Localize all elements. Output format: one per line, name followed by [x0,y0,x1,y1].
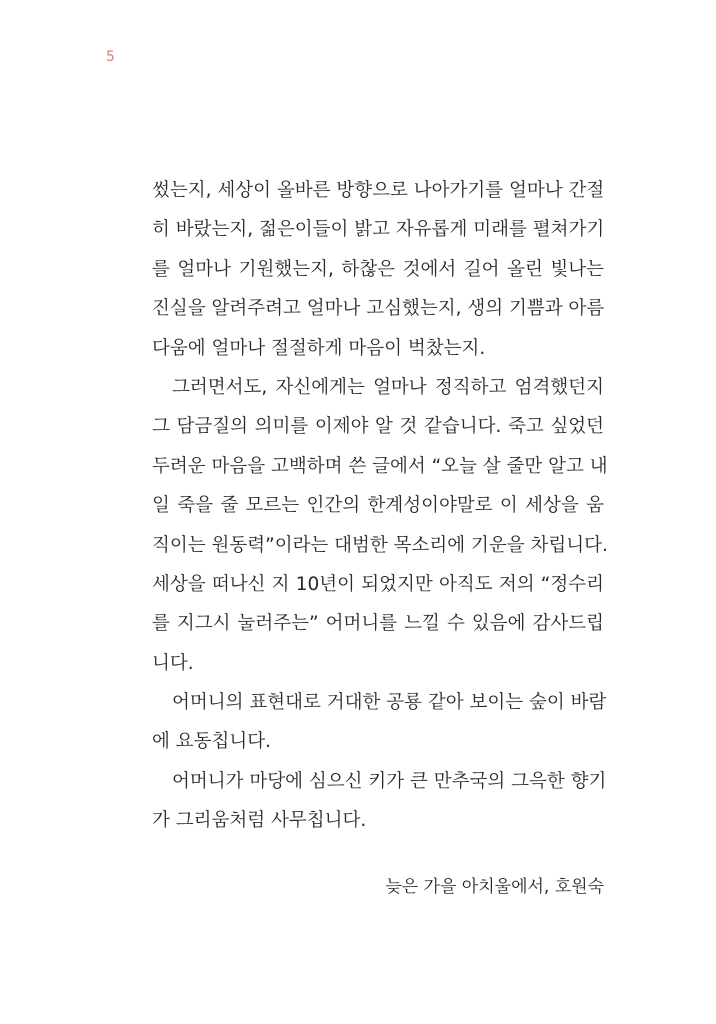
text-line: 를 얼마나 기원했는지, 하찮은 것에서 길어 올린 빛나는 [152,258,604,280]
text-line: 어머니가 마당에 심으신 키가 큰 만추국의 그윽한 향기 [172,770,607,792]
text-line: 다움에 얼마나 절절하게 마음이 벅찼는지. [152,337,486,359]
text-line: 두려운 마음을 고백하며 쓴 글에서 “오늘 살 줄만 알고 내 [152,455,608,477]
text-line: 세상을 떠나신 지 10년이 되었지만 아직도 저의 “정수리 [152,573,604,595]
text-line: 일 죽을 줄 모르는 인간의 한계성이야말로 이 세상을 움 [152,495,604,517]
text-line: 썼는지, 세상이 올바른 방향으로 나아가기를 얼마나 간절 [152,180,605,201]
text-line: 어머니의 표현대로 거대한 공룡 같아 보이는 숲이 바람 [172,692,607,714]
page-number: 5 [106,49,115,65]
text-line: 니다. [152,652,194,674]
text-line: 진실을 알려주려고 얼마나 고심했는지, 생의 기쁨과 아름 [152,298,605,320]
text-line: 직이는 원동력”이라는 대범한 목소리에 기운을 차립니다. [152,534,608,556]
text-line: 그 담금질의 의미를 이제야 알 것 같습니다. 죽고 싶었던 [152,416,604,438]
text-line: 에 요동칩니다. [152,731,271,753]
body-text [152,171,608,841]
text-line: 를 지그시 눌러주는” 어머니를 느낄 수 있음에 감사드립 [152,613,604,635]
signature-line: 늦은 가을 아치울에서, 호원숙 [385,877,604,897]
text-line: 가 그리움처럼 사무칩니다. [152,810,367,832]
text-line: 그러면서도, 자신에게는 얼마나 정직하고 엄격했던지 [172,376,604,398]
text-line: 히 바랐는지, 젊은이들이 밝고 자유롭게 미래를 펼쳐가기 [152,219,605,241]
